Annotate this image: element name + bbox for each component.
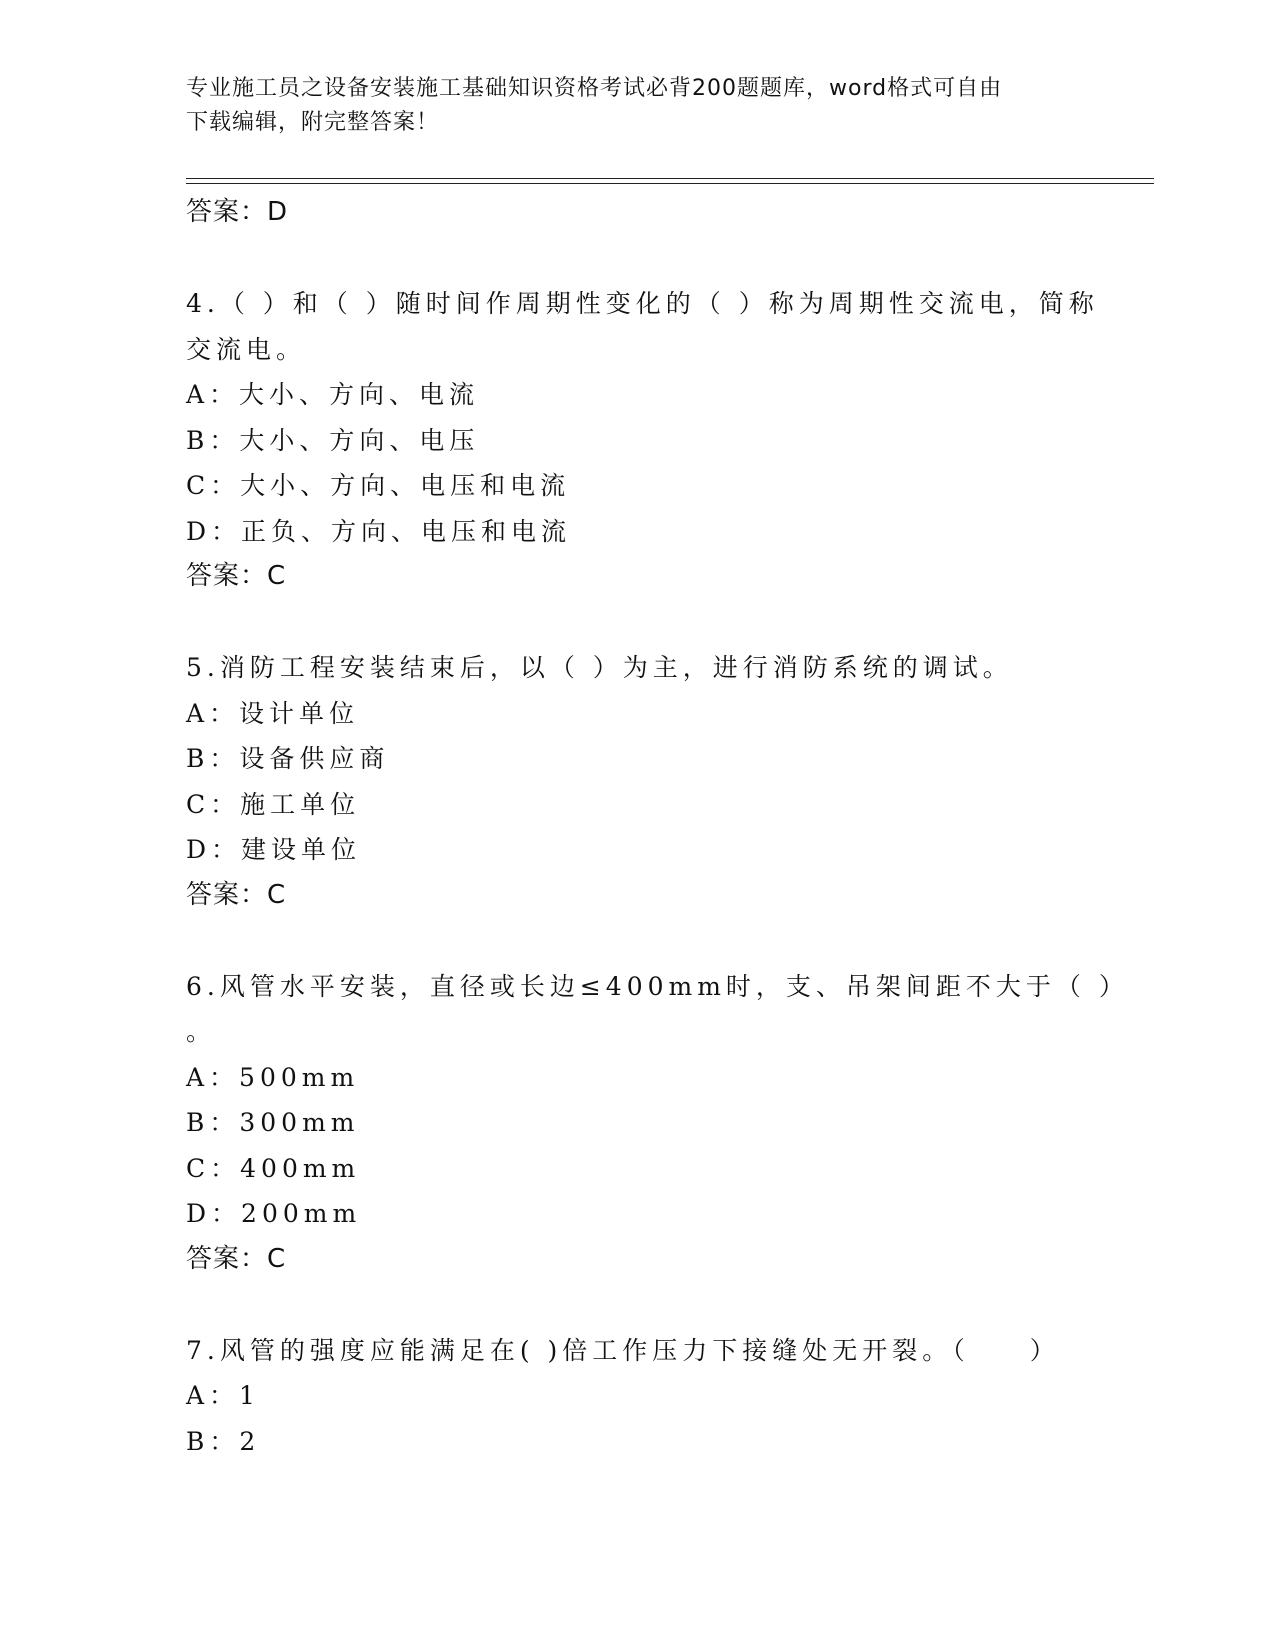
question-stem: 。 xyxy=(186,1017,217,1046)
question-6 xyxy=(186,964,1129,1283)
answer-line xyxy=(186,1237,1086,1283)
option-b: B：2 xyxy=(186,1426,261,1456)
option-b: B：300mm xyxy=(186,1108,360,1137)
spacer xyxy=(186,1282,1086,1328)
question-stem: 4.（ ）和（ ）随时间作周期性变化的（ ）称为周期性交流电，简称 xyxy=(186,289,1099,318)
spacer xyxy=(186,236,1086,282)
question-stem: 5.消防工程安装结束后，以（ ）为主，进行消防系统的调试。 xyxy=(186,653,1013,682)
question-stem: 7.风管的强度应能满足在( )倍工作压力下接缝处无开裂。（ ） xyxy=(186,1335,1060,1365)
option-a: A：1 xyxy=(186,1381,260,1410)
answer-prefix: 答案： xyxy=(186,879,268,910)
option-d: D：建设单位 xyxy=(186,835,362,864)
option-a: A：设计单位 xyxy=(186,698,360,728)
answer-value: C xyxy=(267,879,287,910)
option-c: C：400mm xyxy=(186,1153,361,1183)
option-d: D：200mm xyxy=(186,1199,362,1228)
spacer xyxy=(186,918,1086,964)
answer-prefix: 答案： xyxy=(186,197,268,227)
answer-value: D xyxy=(267,197,289,227)
spacer xyxy=(186,600,1086,646)
header-line-1: 专业施工员之设备安装施工基础知识资格考试必背200题题库，word格式可自由 xyxy=(186,76,1003,101)
header-line-2: 下载编辑，附完整答案！ xyxy=(186,110,440,135)
option-a: A：500mm xyxy=(186,1062,360,1092)
header-rule-bottom xyxy=(186,183,1154,184)
question-stem: 交流电。 xyxy=(186,334,307,364)
option-b: B：大小、方向、电压 xyxy=(186,425,480,455)
option-c: C：大小、方向、电压和电流 xyxy=(186,471,571,500)
answer-line xyxy=(186,873,1086,919)
question-7 xyxy=(186,1328,1086,1465)
option-b: B：设备供应商 xyxy=(186,744,390,773)
answer-line xyxy=(186,554,1086,600)
option-c: C：施工单位 xyxy=(186,789,361,819)
answer-prefix: 答案： xyxy=(186,1243,268,1274)
answer-line-previous xyxy=(186,190,1086,236)
question-list xyxy=(186,190,1129,1464)
answer-prefix: 答案： xyxy=(186,561,268,591)
document-header xyxy=(186,72,1086,140)
question-5 xyxy=(186,645,1086,918)
header-rule-top xyxy=(186,178,1154,179)
answer-value: C xyxy=(267,561,287,591)
option-d: D：正负、方向、电压和电流 xyxy=(186,516,572,546)
answer-value: C xyxy=(267,1243,287,1274)
option-a: A：大小、方向、电流 xyxy=(186,380,480,409)
question-stem: 6.风管水平安装，直径或长边≤400mm时，支、吊架间距不大于（ ） xyxy=(186,971,1129,1001)
question-4 xyxy=(186,281,1099,600)
